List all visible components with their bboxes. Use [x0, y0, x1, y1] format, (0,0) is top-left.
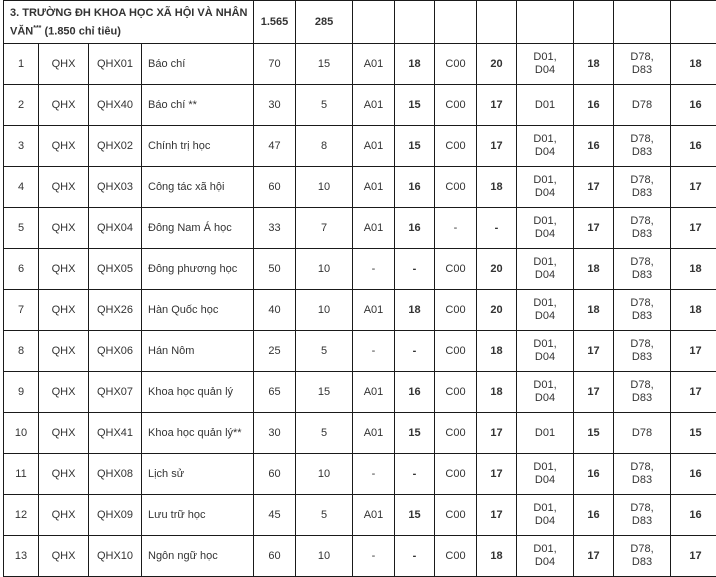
combo-line: D78, [630, 297, 653, 309]
combo-line: D01, [533, 379, 556, 391]
cell-q1: 30 [254, 413, 296, 454]
cell-c2: C00 [435, 85, 477, 126]
cell-c2: C00 [435, 167, 477, 208]
cell-s1: 16 [395, 167, 435, 208]
cell-stt: 13 [4, 536, 39, 577]
table-row [4, 126, 716, 167]
combo-cell-c4 [614, 331, 671, 372]
combo-cell-c3 [517, 495, 574, 536]
cell-s3: 16 [574, 85, 614, 126]
cell-s3: 18 [574, 44, 614, 85]
cell-code: QHX08 [89, 454, 142, 495]
cell-name: Đông phương học [142, 249, 254, 290]
cell-code: QHX01 [89, 44, 142, 85]
cell-q2: 10 [296, 249, 353, 290]
combo-line: D83 [632, 310, 652, 322]
cell-c2: C00 [435, 495, 477, 536]
cell-s1: - [395, 536, 435, 577]
cell-q1: 45 [254, 495, 296, 536]
cell-code: QHX41 [89, 413, 142, 454]
cell-q1: 60 [254, 536, 296, 577]
cell-s3: 18 [574, 290, 614, 331]
cell-school: QHX [39, 208, 89, 249]
cell-school: QHX [39, 290, 89, 331]
cell-stt: 7 [4, 290, 39, 331]
cell-s2: 18 [477, 536, 517, 577]
university-header-row [4, 1, 716, 44]
combo-cell-c3 [517, 167, 574, 208]
cell-c2: C00 [435, 536, 477, 577]
cell-name: Hán Nôm [142, 331, 254, 372]
cell-q1: 25 [254, 331, 296, 372]
cell-s1: 15 [395, 495, 435, 536]
cell-code: QHX40 [89, 85, 142, 126]
cell-s4: 18 [671, 290, 716, 331]
cell-c2: C00 [435, 372, 477, 413]
cell-name: Khoa học quản lý [142, 372, 254, 413]
cell-c2: C00 [435, 126, 477, 167]
combo-line: D83 [632, 392, 652, 404]
combo-line: D78, [630, 256, 653, 268]
table-row [4, 536, 716, 577]
cell-school: QHX [39, 536, 89, 577]
cell-s1: 16 [395, 372, 435, 413]
combo-cell-c3 [517, 372, 574, 413]
cell-school: QHX [39, 413, 89, 454]
cell-s1: 15 [395, 413, 435, 454]
cell-q2: 10 [296, 167, 353, 208]
cell-c2: - [435, 208, 477, 249]
university-title: 3. TRƯỜNG ĐH KHOA HỌC XÃ HỘI VÀ NHÂN VĂN*** (1.850 chỉ tiêu) [4, 1, 254, 44]
cell-c2: C00 [435, 44, 477, 85]
cell-c2: C00 [435, 249, 477, 290]
cell-q1: 33 [254, 208, 296, 249]
combo-line: D78, [630, 174, 653, 186]
combo-cell-c4 [614, 44, 671, 85]
combo-cell-c3 [517, 290, 574, 331]
cell-stt: 4 [4, 167, 39, 208]
cell-school: QHX [39, 44, 89, 85]
cell-c1: - [353, 331, 395, 372]
quota-total-b: 285 [296, 1, 353, 44]
combo-cell-c4 [614, 372, 671, 413]
cell-code: QHX05 [89, 249, 142, 290]
cell-q1: 40 [254, 290, 296, 331]
combo-cell-c4 [614, 167, 671, 208]
cell-name: Báo chí [142, 44, 254, 85]
combo-line: D04 [535, 64, 555, 76]
cell-s4: 17 [671, 167, 716, 208]
cell-s2: 17 [477, 126, 517, 167]
cell-q2: 15 [296, 372, 353, 413]
combo-line: D04 [535, 474, 555, 486]
combo-cell-c3 [517, 413, 574, 454]
combo-line: D78 [632, 427, 652, 439]
cell-school: QHX [39, 85, 89, 126]
combo-line: D78, [630, 133, 653, 145]
combo-cell-c3 [517, 208, 574, 249]
combo-cell-c4 [614, 290, 671, 331]
cell-stt: 3 [4, 126, 39, 167]
combo-line: D83 [632, 146, 652, 158]
cell-code: QHX09 [89, 495, 142, 536]
combo-cell-c3 [517, 331, 574, 372]
table-row [4, 454, 716, 495]
combo-cell-c4 [614, 208, 671, 249]
table-row [4, 249, 716, 290]
cell-q1: 30 [254, 85, 296, 126]
cell-s3: 17 [574, 372, 614, 413]
combo-cell-c3 [517, 126, 574, 167]
cell-school: QHX [39, 249, 89, 290]
cell-s4: 16 [671, 85, 716, 126]
cell-s2: 18 [477, 372, 517, 413]
cell-s4: 15 [671, 413, 716, 454]
cell-school: QHX [39, 167, 89, 208]
table-row [4, 372, 716, 413]
cell-s2: 17 [477, 413, 517, 454]
combo-cell-c4 [614, 413, 671, 454]
cell-s1: - [395, 331, 435, 372]
cell-s1: 18 [395, 290, 435, 331]
cell-school: QHX [39, 126, 89, 167]
cell-s4: 18 [671, 249, 716, 290]
combo-line: D01, [533, 256, 556, 268]
cell-code: QHX03 [89, 167, 142, 208]
combo-cell-c3 [517, 454, 574, 495]
combo-cell-c3 [517, 85, 574, 126]
cell-name: Ngôn ngữ học [142, 536, 254, 577]
cell-stt: 8 [4, 331, 39, 372]
combo-line: D83 [632, 515, 652, 527]
combo-cell-c4 [614, 454, 671, 495]
combo-line: D83 [632, 474, 652, 486]
cell-c1: A01 [353, 290, 395, 331]
combo-cell-c3 [517, 44, 574, 85]
cell-c1: A01 [353, 413, 395, 454]
combo-line: D78, [630, 379, 653, 391]
combo-line: D78, [630, 543, 653, 555]
cell-school: QHX [39, 495, 89, 536]
combo-line: D04 [535, 515, 555, 527]
cell-q2: 7 [296, 208, 353, 249]
cell-s4: 16 [671, 126, 716, 167]
cell-school: QHX [39, 331, 89, 372]
cell-s1: 15 [395, 85, 435, 126]
combo-line: D01, [533, 297, 556, 309]
cell-c1: A01 [353, 85, 395, 126]
cell-name: Công tác xã hội [142, 167, 254, 208]
cell-c2: C00 [435, 413, 477, 454]
admissions-table [3, 0, 716, 577]
combo-cell-c3 [517, 249, 574, 290]
cell-q2: 5 [296, 331, 353, 372]
table-row [4, 167, 716, 208]
cell-s1: 15 [395, 126, 435, 167]
cell-s3: 17 [574, 167, 614, 208]
cell-s1: 16 [395, 208, 435, 249]
cell-q1: 70 [254, 44, 296, 85]
combo-line: D83 [632, 351, 652, 363]
cell-c1: - [353, 454, 395, 495]
cell-q1: 60 [254, 454, 296, 495]
cell-s3: 17 [574, 208, 614, 249]
combo-line: D83 [632, 228, 652, 240]
cell-s1: - [395, 454, 435, 495]
cell-q1: 65 [254, 372, 296, 413]
cell-s1: - [395, 249, 435, 290]
cell-c1: A01 [353, 167, 395, 208]
combo-line: D01, [533, 461, 556, 473]
combo-line: D78, [630, 461, 653, 473]
table-row [4, 85, 716, 126]
cell-c1: A01 [353, 208, 395, 249]
combo-line: D01, [533, 502, 556, 514]
cell-s3: 15 [574, 413, 614, 454]
cell-c1: A01 [353, 495, 395, 536]
cell-q2: 10 [296, 454, 353, 495]
cell-name: Đông Nam Á học [142, 208, 254, 249]
cell-s4: 16 [671, 495, 716, 536]
table-row [4, 495, 716, 536]
cell-s4: 17 [671, 536, 716, 577]
table-row [4, 413, 716, 454]
cell-name: Lưu trữ học [142, 495, 254, 536]
cell-s2: 20 [477, 44, 517, 85]
cell-name: Chính trị học [142, 126, 254, 167]
cell-c1: - [353, 536, 395, 577]
cell-stt: 2 [4, 85, 39, 126]
combo-cell-c4 [614, 85, 671, 126]
cell-s3: 16 [574, 126, 614, 167]
combo-line: D01, [533, 215, 556, 227]
combo-line: D78, [630, 338, 653, 350]
cell-stt: 1 [4, 44, 39, 85]
cell-q2: 10 [296, 290, 353, 331]
combo-cell-c4 [614, 126, 671, 167]
combo-cell-c4 [614, 536, 671, 577]
cell-s2: 18 [477, 167, 517, 208]
combo-line: D04 [535, 228, 555, 240]
cell-school: QHX [39, 372, 89, 413]
cell-c2: C00 [435, 290, 477, 331]
combo-line: D83 [632, 269, 652, 281]
cell-q1: 50 [254, 249, 296, 290]
combo-cell-c4 [614, 495, 671, 536]
cell-s3: 16 [574, 454, 614, 495]
combo-line: D01, [533, 133, 556, 145]
combo-line: D78, [630, 51, 653, 63]
cell-s4: 18 [671, 44, 716, 85]
combo-line: D04 [535, 269, 555, 281]
cell-school: QHX [39, 454, 89, 495]
cell-code: QHX10 [89, 536, 142, 577]
cell-c1: A01 [353, 372, 395, 413]
cell-s2: 20 [477, 290, 517, 331]
combo-line: D01, [533, 174, 556, 186]
combo-line: D04 [535, 146, 555, 158]
table-row [4, 208, 716, 249]
cell-s2: 17 [477, 495, 517, 536]
table-row [4, 44, 716, 85]
cell-stt: 9 [4, 372, 39, 413]
combo-line: D83 [632, 556, 652, 568]
cell-q2: 15 [296, 44, 353, 85]
cell-q2: 8 [296, 126, 353, 167]
cell-code: QHX04 [89, 208, 142, 249]
combo-line: D04 [535, 310, 555, 322]
cell-name: Khoa học quản lý** [142, 413, 254, 454]
cell-s3: 18 [574, 249, 614, 290]
cell-c1: A01 [353, 126, 395, 167]
combo-cell-c4 [614, 249, 671, 290]
cell-stt: 6 [4, 249, 39, 290]
combo-line: D83 [632, 187, 652, 199]
cell-name: Lịch sử [142, 454, 254, 495]
cell-stt: 11 [4, 454, 39, 495]
cell-q2: 5 [296, 413, 353, 454]
cell-s2: 17 [477, 85, 517, 126]
cell-q1: 47 [254, 126, 296, 167]
cell-c1: - [353, 249, 395, 290]
cell-s4: 17 [671, 208, 716, 249]
cell-s2: 20 [477, 249, 517, 290]
combo-line: D04 [535, 187, 555, 199]
combo-line: D01, [533, 543, 556, 555]
cell-s3: 17 [574, 331, 614, 372]
cell-c2: C00 [435, 454, 477, 495]
cell-s4: 17 [671, 372, 716, 413]
cell-s2: - [477, 208, 517, 249]
combo-line: D04 [535, 351, 555, 363]
cell-q2: 5 [296, 85, 353, 126]
combo-cell-c3 [517, 536, 574, 577]
cell-code: QHX02 [89, 126, 142, 167]
cell-q2: 10 [296, 536, 353, 577]
cell-stt: 5 [4, 208, 39, 249]
combo-line: D01 [535, 427, 555, 439]
table-row [4, 290, 716, 331]
cell-s3: 17 [574, 536, 614, 577]
cell-name: Báo chí ** [142, 85, 254, 126]
cell-s1: 18 [395, 44, 435, 85]
quota-total-a: 1.565 [254, 1, 296, 44]
combo-line: D01 [535, 99, 555, 111]
combo-line: D78, [630, 502, 653, 514]
cell-code: QHX26 [89, 290, 142, 331]
cell-c2: C00 [435, 331, 477, 372]
combo-line: D04 [535, 392, 555, 404]
combo-line: D04 [535, 556, 555, 568]
cell-s3: 16 [574, 495, 614, 536]
cell-s4: 16 [671, 454, 716, 495]
combo-line: D78 [632, 99, 652, 111]
cell-stt: 10 [4, 413, 39, 454]
combo-line: D78, [630, 215, 653, 227]
cell-s2: 18 [477, 331, 517, 372]
cell-name: Hàn Quốc học [142, 290, 254, 331]
combo-line: D01, [533, 51, 556, 63]
cell-code: QHX06 [89, 331, 142, 372]
cell-c1: A01 [353, 44, 395, 85]
table-row [4, 331, 716, 372]
cell-s4: 17 [671, 331, 716, 372]
combo-line: D83 [632, 64, 652, 76]
cell-q1: 60 [254, 167, 296, 208]
cell-stt: 12 [4, 495, 39, 536]
cell-s2: 17 [477, 454, 517, 495]
combo-line: D01, [533, 338, 556, 350]
cell-code: QHX07 [89, 372, 142, 413]
cell-q2: 5 [296, 495, 353, 536]
